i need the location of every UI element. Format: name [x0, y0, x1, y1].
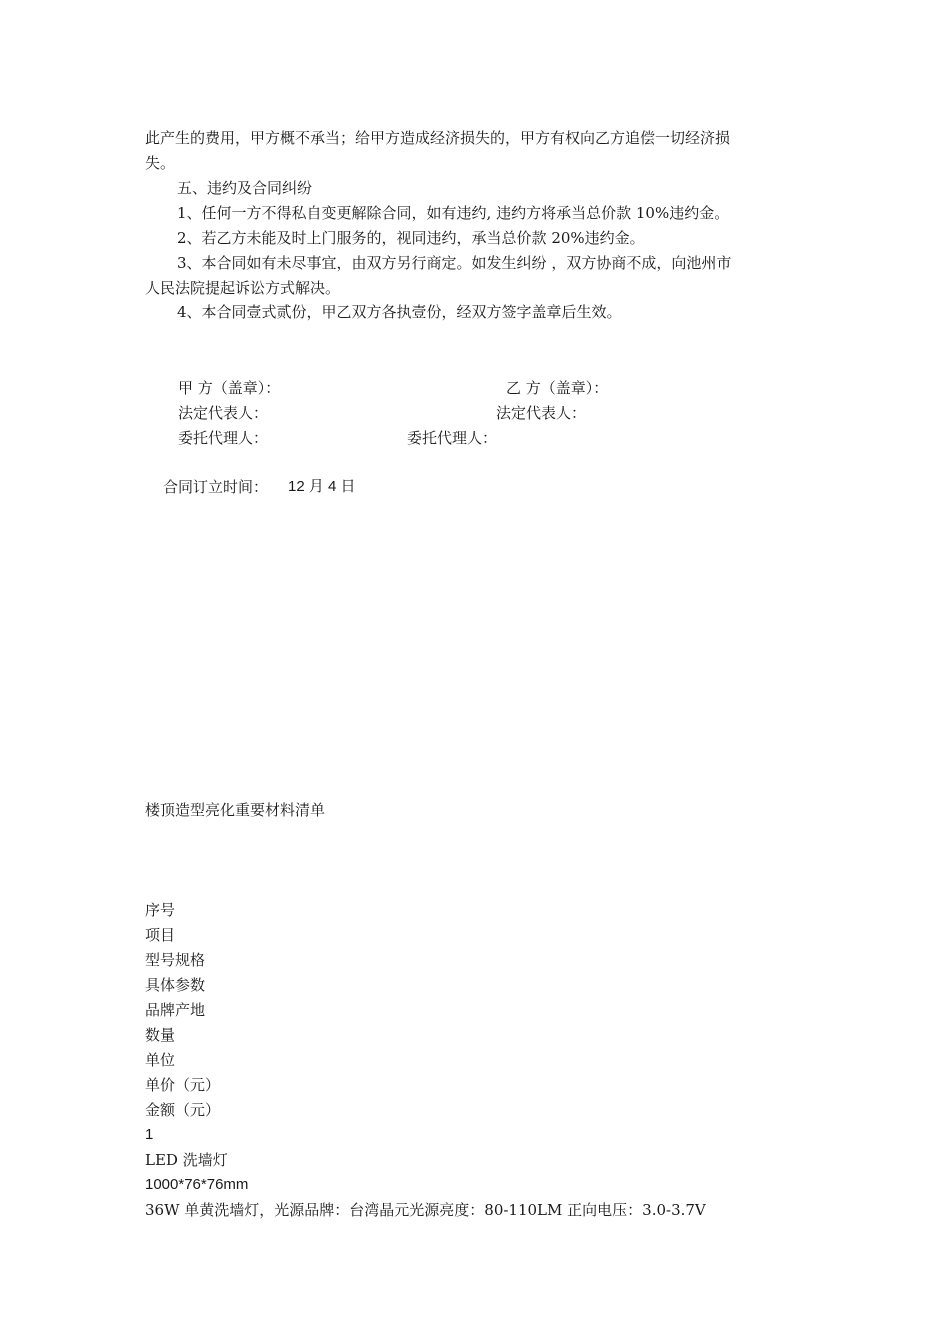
paragraph-line: 此产生的费用，甲方概不承当；给甲方造成经济损失的，甲方有权向乙方追偿一切经济损	[145, 129, 731, 147]
contract-date-value: 12 月 4 日	[288, 478, 356, 495]
table-header-cell: 单价（元）	[145, 1076, 221, 1094]
clause-2: 2、若乙方未能及时上门服务的，视同违约，承当总价款 20%违约金。	[177, 229, 645, 247]
table-cell-params: 36W 单黄洗墙灯，光源品牌：台湾晶元光源亮度：80-110LM 正向电压：3.0-3.7V	[145, 1201, 706, 1219]
table-header-cell: 金额（元）	[145, 1101, 221, 1119]
party-b-agent-label: 委托代理人：	[407, 429, 498, 447]
table-header-cell: 项目	[145, 926, 176, 944]
table-header-cell: 型号规格	[145, 951, 206, 969]
party-b-rep-label: 法定代表人：	[496, 404, 587, 422]
table-header-cell: 品牌产地	[145, 1001, 206, 1019]
table-header-cell: 单位	[145, 1051, 176, 1069]
table-header-cell: 序号	[145, 901, 176, 919]
party-a-seal-label: 甲 方（盖章）：	[178, 379, 281, 397]
table-header-cell: 数量	[145, 1026, 176, 1044]
clause-4: 4、本合同壹式贰份，甲乙双方各执壹份，经双方签字盖章后生效。	[177, 303, 622, 321]
clause-3-continued: 人民法院提起诉讼方式解决。	[145, 279, 341, 297]
materials-title: 楼顶造型亮化重要材料清单	[145, 801, 326, 819]
contract-date-label: 合同订立时间：	[163, 478, 269, 496]
party-b-seal-label: 乙 方（盖章）：	[506, 379, 609, 397]
table-cell-index: 1	[145, 1126, 154, 1143]
section-heading: 五、违约及合同纠纷	[177, 179, 313, 197]
table-header-cell: 具体参数	[145, 976, 206, 994]
paragraph-line: 失。	[145, 154, 176, 172]
table-cell-spec: 1000*76*76mm	[145, 1176, 249, 1193]
party-a-agent-label: 委托代理人：	[178, 429, 269, 447]
party-a-rep-label: 法定代表人：	[178, 404, 269, 422]
clause-3: 3、本合同如有未尽事宜，由双方另行商定。如发生纠纷 ，双方协商不成，向池州市	[177, 254, 732, 272]
clause-1: 1、任何一方不得私自变更解除合同，如有违约, 违约方将承当总价款 10%违约金。	[177, 204, 730, 222]
table-cell-item: LED 洗墙灯	[145, 1151, 228, 1169]
